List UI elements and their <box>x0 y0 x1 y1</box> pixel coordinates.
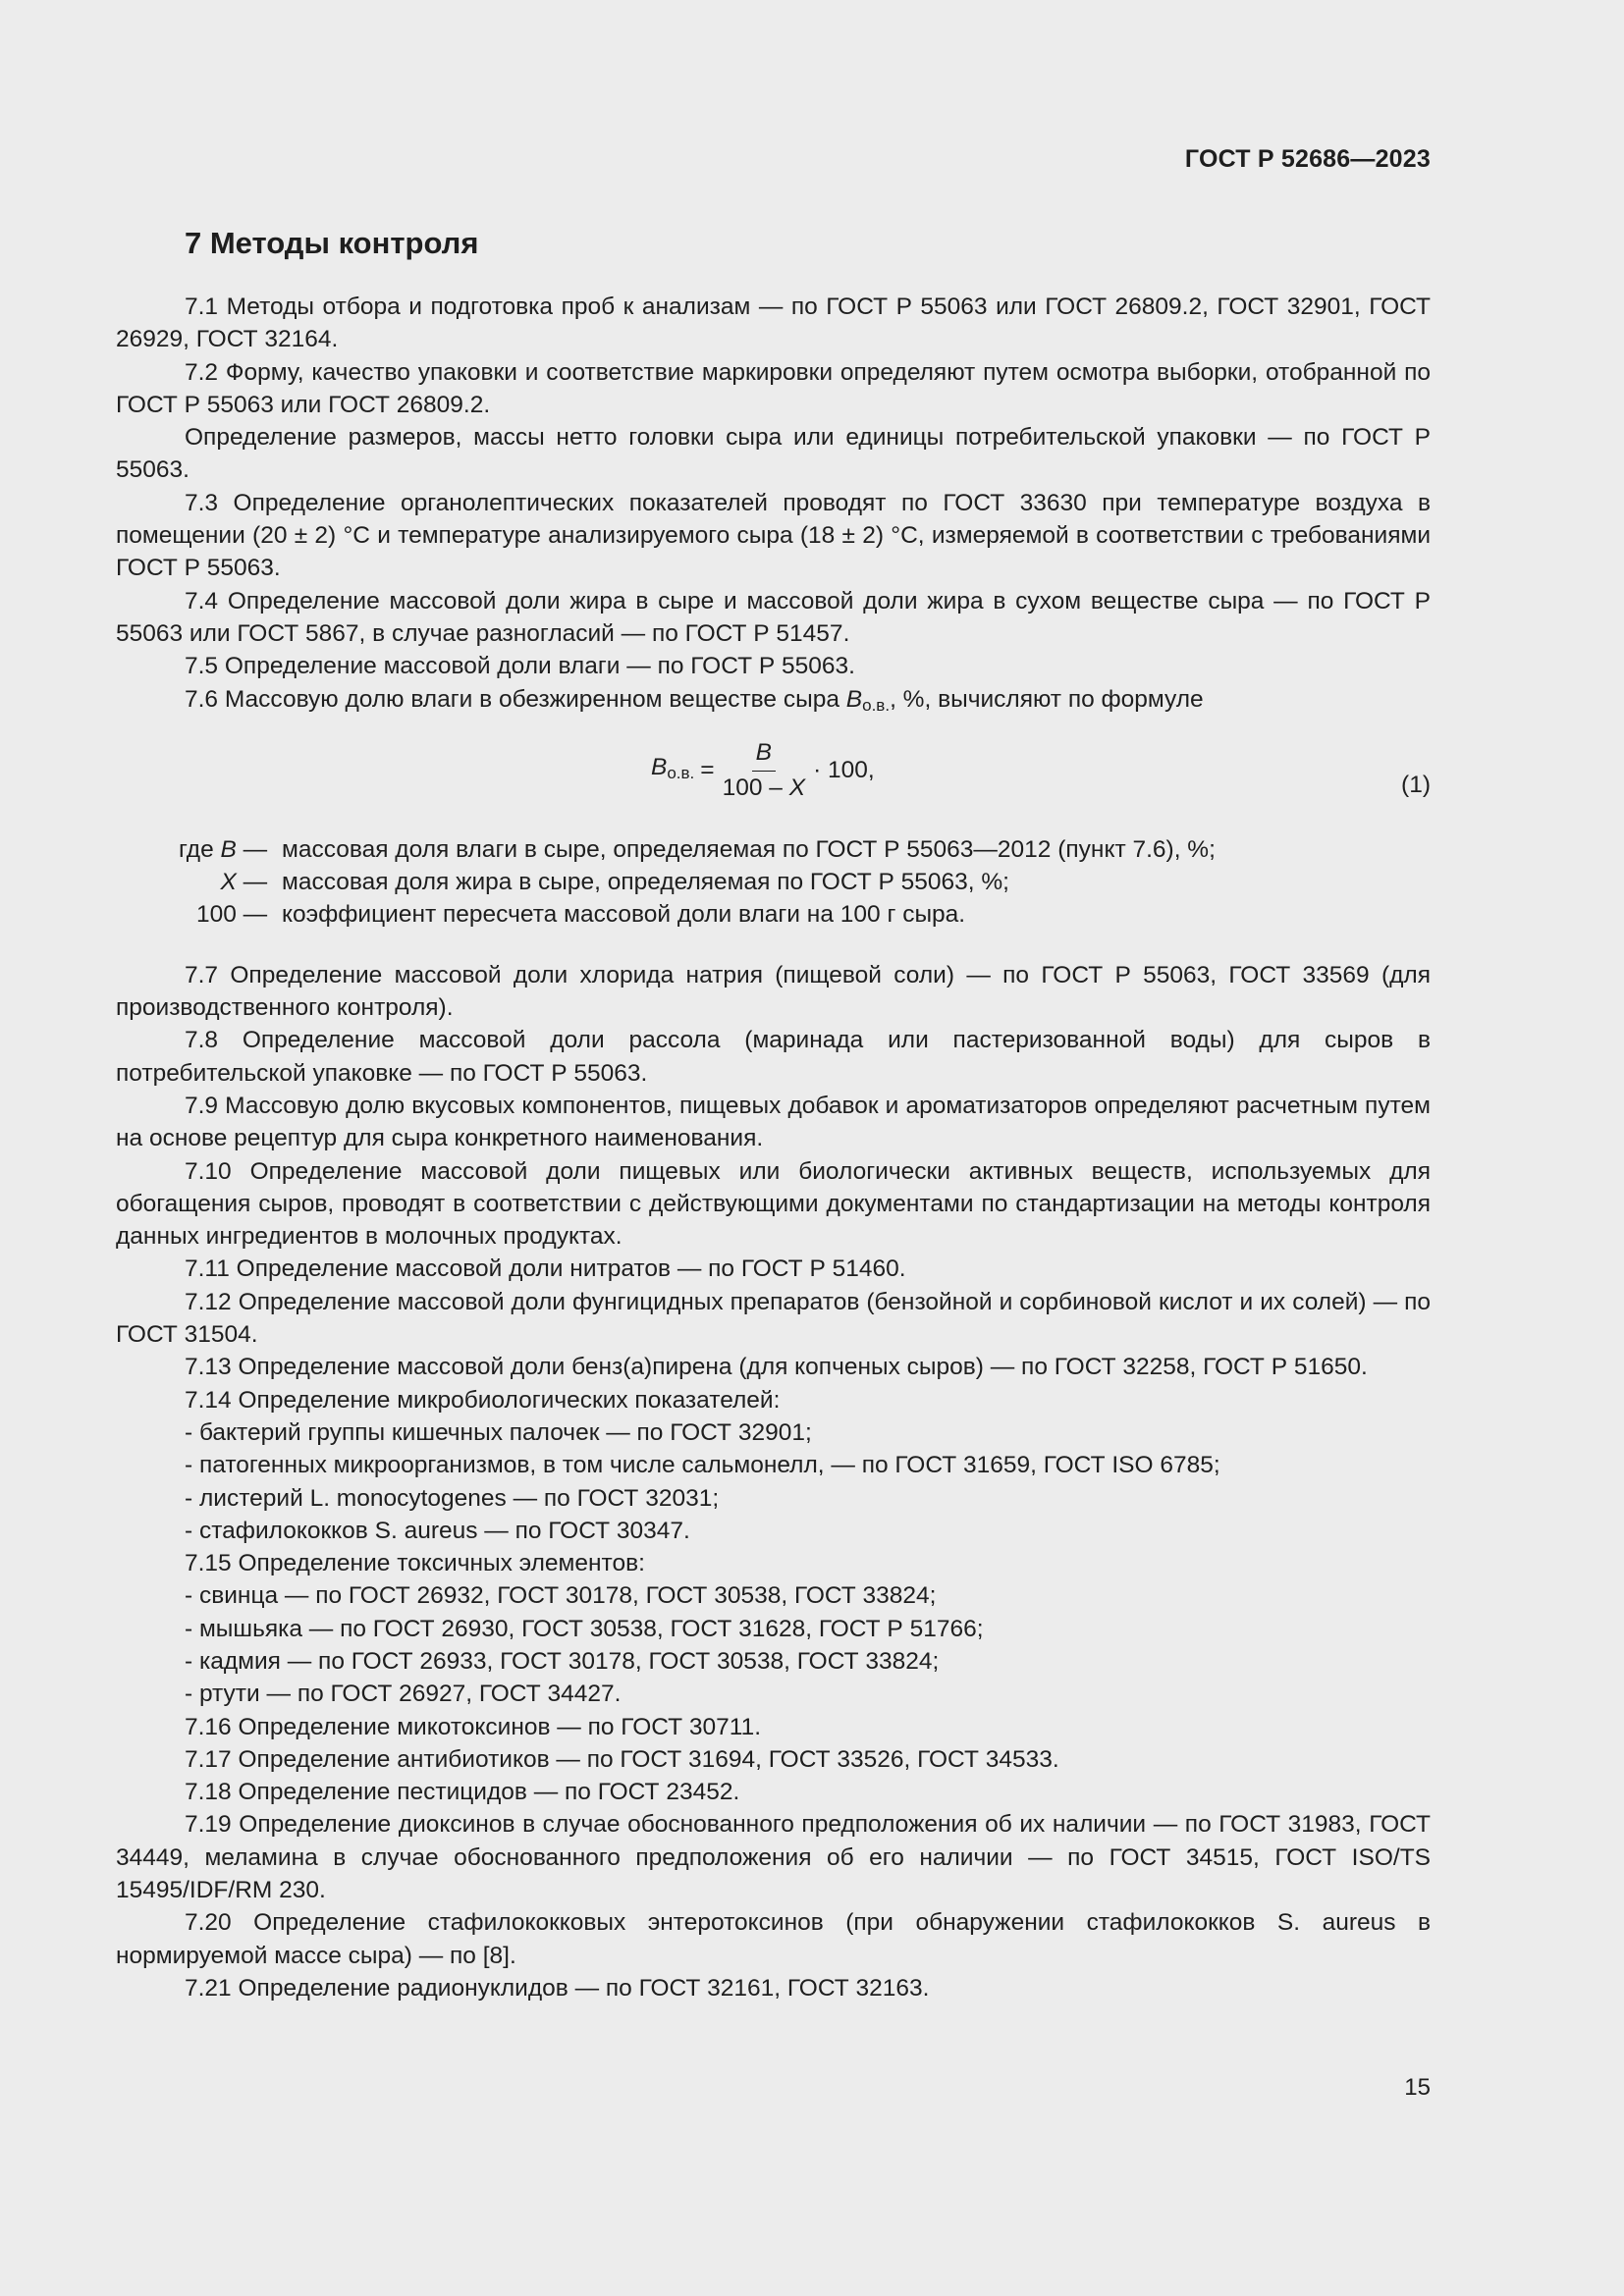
paragraph-7-6-symbol: В <box>845 685 863 713</box>
paragraph-7-17: 7.17 Определение антибиотиков — по ГОСТ 31694, ГОСТ 33526, ГОСТ 34533. <box>185 1745 1059 1773</box>
paragraph-7-11: 7.11 Определение массовой доли нитратов — по ГОСТ Р 51460. <box>185 1255 906 1283</box>
formula-rhs: · 100, <box>813 757 875 784</box>
list-item-toxic: - свинца — по ГОСТ 26932, ГОСТ 30178, ГОСТ 30538, ГОСТ 33824; <box>185 1582 937 1610</box>
legend-label <box>116 866 274 898</box>
formula-lhs-subscript: о.в. <box>667 764 695 783</box>
page-number: 15 <box>1404 2074 1431 2101</box>
legend-label <box>116 833 274 866</box>
paragraph-7-5: 7.5 Определение массовой доли влаги — по ГОСТ Р 55063. <box>185 653 855 680</box>
paragraph-7-6 <box>116 683 1431 721</box>
legend-dash: — <box>236 869 274 896</box>
paragraph-7-8: 7.8 Определение массовой доли рассола (маринада или пастеризованной воды) для сыров в потребительской упаковке — по ГОСТ Р 55063. <box>116 1027 1431 1087</box>
formula-denominator <box>723 772 805 802</box>
paragraph-7-14: 7.14 Определение микробиологических показателей: <box>185 1386 781 1414</box>
paragraph-7-7: 7.7 Определение массовой доли хлорида натрия (пищевой соли) — по ГОСТ Р 55063, ГОСТ 33569 (для производственного контроля). <box>116 961 1431 1022</box>
legend-text: массовая доля влаги в сыре, определяемая по ГОСТ Р 55063—2012 (пункт 7.6), %; <box>282 835 1216 863</box>
legend-row-b <box>116 833 1431 866</box>
legend-label-prefix: 100 <box>195 901 237 929</box>
formula-fraction <box>723 739 805 802</box>
legend-label-prefix: где <box>178 835 221 863</box>
legend-dash: — <box>236 835 274 863</box>
paragraph-7-20: 7.20 Определение стафилококковых энтеротоксинов (при обнаружении стафилококков S. aureus в нормируемой массе сыра) — по [8]. <box>116 1909 1431 1969</box>
formula-denominator-symbol: X <box>788 774 806 801</box>
list-item-toxic: - ртути — по ГОСТ 26927, ГОСТ 34427. <box>185 1681 622 1708</box>
paragraph-7-6-subscript: о.в. <box>862 695 891 715</box>
list-item-toxic: - кадмия — по ГОСТ 26933, ГОСТ 30178, ГОСТ 30538, ГОСТ 33824; <box>185 1647 940 1675</box>
paragraph-7-2: 7.2 Форму, качество упаковки и соответствие маркировки определяют путем осмотра выборки, отобранной по ГОСТ Р 55063 или ГОСТ 26809.2. <box>116 358 1431 418</box>
paragraph-7-6-tail: , %, вычисляют по формуле <box>890 685 1204 713</box>
paragraph-7-16: 7.16 Определение микотоксинов — по ГОСТ 30711. <box>185 1713 762 1740</box>
formula-lhs <box>651 751 694 789</box>
formula-equals: = <box>700 757 715 784</box>
formula-numerator-symbol: В <box>755 738 772 766</box>
paragraph-7-2-sizes: Определение размеров, массы нетто головки сыра или единицы потребительской упаковки — по ГОСТ Р 55063. <box>116 424 1431 484</box>
legend-row-100 <box>116 898 1431 931</box>
formula-numerator <box>752 739 776 772</box>
paragraph-7-6-lead: 7.6 Массовую долю влаги в обезжиренном веществе сыра <box>185 685 846 713</box>
paragraph-7-13: 7.13 Определение массовой доли бенз(а)пирена (для копченых сыров) — по ГОСТ 32258, ГОСТ Р 51650. <box>185 1354 1368 1381</box>
legend-label-symbol: В <box>220 835 237 863</box>
formula-lhs-symbol: В <box>651 754 668 781</box>
formula-number: (1) <box>1401 771 1431 798</box>
paragraph-7-9: 7.9 Массовую долю вкусовых компонентов, пищевых добавок и ароматизаторов определяют расчетным путем на основе рецептур для сыра конкретного наименования. <box>116 1092 1431 1152</box>
formula-1 <box>116 727 1431 818</box>
paragraph-7-18: 7.18 Определение пестицидов — по ГОСТ 23452. <box>185 1779 740 1806</box>
document-id-header: ГОСТ Р 52686—2023 <box>1184 145 1431 173</box>
paragraph-7-1: 7.1 Методы отбора и подготовка проб к анализам — по ГОСТ Р 55063 или ГОСТ 26809.2, ГОСТ 32901, ГОСТ 26929, ГОСТ 32164. <box>116 294 1431 353</box>
list-item-micro: - бактерий группы кишечных палочек — по ГОСТ 32901; <box>185 1418 812 1446</box>
formula-legend <box>116 833 1431 932</box>
legend-text: коэффициент пересчета массовой доли влаги на 100 г сыра. <box>282 901 966 929</box>
paragraph-7-19: 7.19 Определение диоксинов в случае обоснованного предположения об их наличии — по ГОСТ 31983, ГОСТ 34449, меламина в случае обоснованного предположения об его наличии — по ГОСТ 34515, ГОСТ ISO/TS 15495/IDF/RM 230. <box>116 1811 1431 1904</box>
paragraph-7-12: 7.12 Определение массовой доли фунгицидных препаратов (бензойной и сорбиновой кислот и их солей) — по ГОСТ 31504. <box>116 1288 1431 1349</box>
paragraph-7-15: 7.15 Определение токсичных элементов: <box>185 1550 645 1577</box>
list-item-micro: - листерий L. monocytogenes — по ГОСТ 32031; <box>185 1484 720 1512</box>
legend-row-x <box>116 866 1431 898</box>
list-item-toxic: - мышьяка — по ГОСТ 26930, ГОСТ 30538, ГОСТ 31628, ГОСТ Р 51766; <box>185 1615 984 1642</box>
section-title: 7 Методы контроля <box>185 226 479 260</box>
list-item-micro: - стафилококков S. aureus — по ГОСТ 30347. <box>185 1517 690 1544</box>
paragraph-7-4: 7.4 Определение массовой доли жира в сыре и массовой доли жира в сухом веществе сыра — по ГОСТ Р 55063 или ГОСТ 5867, в случае разногласий — по ГОСТ Р 51457. <box>116 587 1431 647</box>
paragraph-7-10: 7.10 Определение массовой доли пищевых или биологически активных веществ, используемых для обогащения сыров, проводят в соответствии с действующими документами по стандартизации на методы контроля данных ингредиентов в молочных продуктах. <box>116 1157 1431 1251</box>
formula-denominator-constant: 100 – <box>722 774 789 801</box>
page-content <box>116 222 1431 2004</box>
list-item-micro: - патогенных микроорганизмов, в том числе сальмонелл, — по ГОСТ 31659, ГОСТ ISO 6785; <box>185 1452 1220 1479</box>
formula-expression <box>651 739 875 802</box>
legend-label <box>116 898 274 931</box>
paragraph-7-21: 7.21 Определение радионуклидов — по ГОСТ 32161, ГОСТ 32163. <box>185 1974 930 2002</box>
paragraph-7-3: 7.3 Определение органолептических показателей проводят по ГОСТ 33630 при температуре воздуха в помещении (20 ± 2) °С и температуре анализируемого сыра (18 ± 2) °С, измеряемой в соответствии с требованиями ГОСТ Р 55063. <box>116 489 1431 582</box>
legend-text: массовая доля жира в сыре, определяемая по ГОСТ Р 55063, %; <box>282 869 1009 896</box>
legend-dash: — <box>236 901 274 929</box>
legend-label-symbol: X <box>220 869 237 896</box>
